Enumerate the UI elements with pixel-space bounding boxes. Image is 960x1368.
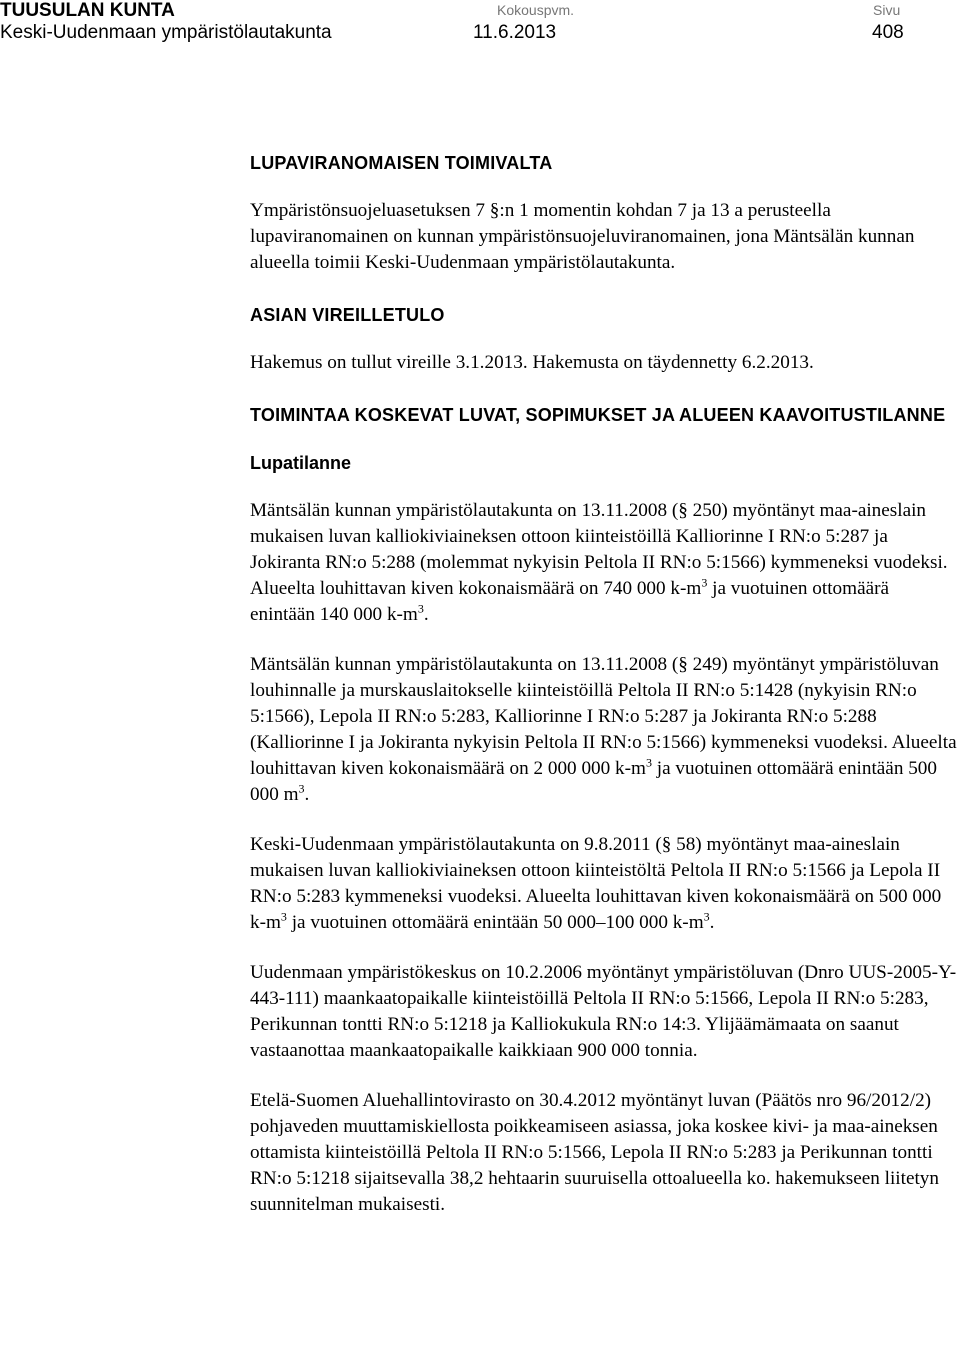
authority-paragraph: Ympäristönsuojeluasetuksen 7 §:n 1 momentin kohdan 7 ja 13 a perusteella lupaviranomainen on kunnan ympäristönsuojeluviranomainen, jona Mäntsälän kunnan alueella toimii Keski-Uudenmaan ympäristölautakunta. [250,200,915,273]
meeting-date-label: Kokouspvm. [497,2,575,18]
page-number: 408 [872,22,904,43]
section-heading-authority: LUPAVIRANOMAISEN TOIMIVALTA [250,153,553,173]
permit-paragraph-1: Mäntsälän kunnan ympäristölautakunta on 13.11.2008 (§ 250) myöntänyt maa-aineslain mukaisen luvan kalliokiviaineksen ottoon kiinteistöillä Kalliorinne I RN:o 5:287 ja Jokiranta RN:o 5:288 (molemmat nykyisin Peltola II RN:o 5:1566) kymmeneksi vuodeksi. Alueelta louhittavan kiven kokonaismäärä on 740 000 $k-m^3$ ja vuotuinen ottomäärä enintään 140 000 $k-m^3$. [250,500,948,625]
department-name: Keski-Uudenmaan ympäristölautakunta [0,22,332,43]
section-heading-pending: ASIAN VIREILLETULO [250,305,445,325]
permit-paragraph-4: Uudenmaan ympäristökeskus on 10.2.2006 myöntänyt ympäristöluvan (Dnro UUS-2005-Y-443-111) maankaatopaikalle kiinteistöillä Peltola II RN:o 5:1566, Lepola II RN:o 5:283, Perikunnan tontti RN:o 5:1218 ja Kalliokukula RN:o 14:3. Ylijäämämaata on saanut vastaanottaa maankaatopaikalle kaikkiaan 900 000 tonnia. [250,962,957,1061]
subheading-permit-status: Lupatilanne [250,453,352,473]
organization-name: TUUSULAN KUNTA [0,0,175,21]
section-heading-permits: TOIMINTAA KOSKEVAT LUVAT, SOPIMUKSET JA ALUEEN KAAVOITUSTILANNE [250,405,946,425]
page-number-label: Sivu [873,2,901,18]
permit-paragraph-5: Etelä-Suomen Aluehallintovirasto on 30.4.2012 myöntänyt luvan (Päätös nro 96/2012/2) pohjaveden muuttamiskiellosta poikkeamiseen asiassa, joka koskee kivi- ja maa-aineksen ottamista kiinteistöillä Peltola II RN:o 5:1566, Lepola II RN:o 5:283 ja Perikunnan tontti RN:o 5:1218 sijaitsevalla 38,2 hehtaarin suuruisella ottoalueella ko. hakemukseen liitetyn suunnitelman mukaisesti. [250,1090,939,1215]
pending-paragraph: Hakemus on tullut vireille 3.1.2013. Hakemusta on täydennetty 6.2.2013. [250,352,814,373]
page-header [0,0,960,50]
meeting-date: 11.6.2013 [473,22,557,43]
document-body [250,150,958,1218]
permit-paragraph-2: Mäntsälän kunnan ympäristölautakunta on 13.11.2008 (§ 249) myöntänyt ympäristöluvan louhinnalle ja murskauslaitokselle kiinteistöillä Peltola II RN:o 5:1428 (nykyisin RN:o 5:1566), Lepola II RN:o 5:283, Kalliorinne I RN:o 5:287 ja Jokiranta RN:o 5:288 (Kalliorinne I ja Jokiranta nykyisin Peltola II RN:o 5:1566) kymmeneksi vuodeksi. Alueelta louhittavan kiven kokonaismäärä on 2 000 000 $k-m^3$ ja vuotuinen ottomäärä enintään 500 000 $m^3$. [250,654,957,805]
permit-paragraph-3: Keski-Uudenmaan ympäristölautakunta on 9.8.2011 (§ 58) myöntänyt maa-aineslain mukaisen luvan kalliokiviaineksen ottoon kiinteistöltä Peltola II RN:o 5:1566 ja Lepola II RN:o 5:283 kymmeneksi vuodeksi. Alueelta louhittavan kiven kokonaismäärä on 500 000 $k-m^3$ ja vuotuinen ottomäärä enintään 50 000–100 000 $k-m^3$. [250,834,942,933]
